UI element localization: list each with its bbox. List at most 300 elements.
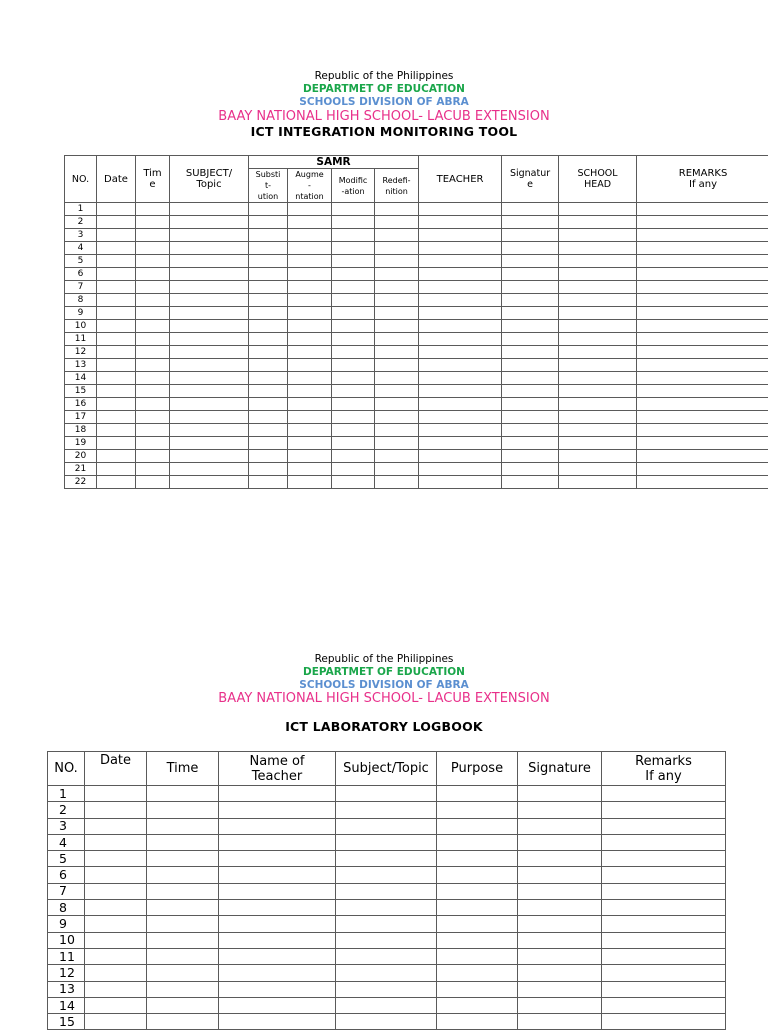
entry-cell[interactable] [249,424,288,437]
entry-cell[interactable] [147,883,219,899]
entry-cell[interactable] [147,997,219,1013]
entry-cell[interactable] [336,834,437,850]
entry-cell[interactable] [249,359,288,372]
entry-cell[interactable] [97,294,136,307]
entry-cell[interactable] [559,307,637,320]
entry-cell[interactable] [288,294,332,307]
entry-cell[interactable] [502,242,559,255]
entry-cell[interactable] [602,1014,726,1030]
entry-cell[interactable] [559,437,637,450]
entry-cell[interactable] [288,398,332,411]
entry-cell[interactable] [375,476,419,489]
entry-cell[interactable] [170,385,249,398]
entry-cell[interactable] [85,932,147,948]
entry-cell[interactable] [170,216,249,229]
entry-cell[interactable] [419,255,502,268]
entry-cell[interactable] [136,359,170,372]
entry-cell[interactable] [147,802,219,818]
entry-cell[interactable] [147,900,219,916]
entry-cell[interactable] [419,437,502,450]
entry-cell[interactable] [336,965,437,981]
entry-cell[interactable] [288,203,332,216]
entry-cell[interactable] [437,851,518,867]
entry-cell[interactable] [637,463,768,476]
entry-cell[interactable] [637,320,768,333]
entry-cell[interactable] [332,203,375,216]
entry-cell[interactable] [97,424,136,437]
entry-cell[interactable] [637,307,768,320]
entry-cell[interactable] [637,268,768,281]
entry-cell[interactable] [332,398,375,411]
entry-cell[interactable] [375,359,419,372]
entry-cell[interactable] [147,916,219,932]
entry-cell[interactable] [170,372,249,385]
entry-cell[interactable] [502,333,559,346]
entry-cell[interactable] [637,242,768,255]
entry-cell[interactable] [85,916,147,932]
entry-cell[interactable] [249,333,288,346]
entry-cell[interactable] [518,965,602,981]
entry-cell[interactable] [97,411,136,424]
entry-cell[interactable] [85,900,147,916]
entry-cell[interactable] [97,216,136,229]
entry-cell[interactable] [375,203,419,216]
entry-cell[interactable] [97,307,136,320]
entry-cell[interactable] [249,229,288,242]
entry-cell[interactable] [332,359,375,372]
entry-cell[interactable] [518,786,602,802]
entry-cell[interactable] [559,203,637,216]
entry-cell[interactable] [518,802,602,818]
entry-cell[interactable] [437,1014,518,1030]
entry-cell[interactable] [559,385,637,398]
entry-cell[interactable] [170,268,249,281]
entry-cell[interactable] [288,333,332,346]
entry-cell[interactable] [332,411,375,424]
entry-cell[interactable] [85,802,147,818]
entry-cell[interactable] [637,372,768,385]
entry-cell[interactable] [559,333,637,346]
entry-cell[interactable] [85,997,147,1013]
entry-cell[interactable] [249,320,288,333]
entry-cell[interactable] [336,867,437,883]
entry-cell[interactable] [518,900,602,916]
entry-cell[interactable] [332,333,375,346]
entry-cell[interactable] [637,359,768,372]
entry-cell[interactable] [136,385,170,398]
entry-cell[interactable] [136,333,170,346]
entry-cell[interactable] [437,786,518,802]
entry-cell[interactable] [336,851,437,867]
entry-cell[interactable] [502,268,559,281]
entry-cell[interactable] [419,294,502,307]
entry-cell[interactable] [502,437,559,450]
entry-cell[interactable] [85,948,147,964]
entry-cell[interactable] [637,346,768,359]
entry-cell[interactable] [219,786,336,802]
entry-cell[interactable] [136,307,170,320]
entry-cell[interactable] [219,883,336,899]
entry-cell[interactable] [502,294,559,307]
entry-cell[interactable] [219,900,336,916]
entry-cell[interactable] [170,242,249,255]
entry-cell[interactable] [419,476,502,489]
entry-cell[interactable] [559,424,637,437]
entry-cell[interactable] [288,463,332,476]
entry-cell[interactable] [332,476,375,489]
entry-cell[interactable] [637,229,768,242]
entry-cell[interactable] [637,216,768,229]
entry-cell[interactable] [219,948,336,964]
entry-cell[interactable] [97,359,136,372]
entry-cell[interactable] [288,359,332,372]
entry-cell[interactable] [637,476,768,489]
entry-cell[interactable] [437,818,518,834]
entry-cell[interactable] [602,867,726,883]
entry-cell[interactable] [97,463,136,476]
entry-cell[interactable] [147,786,219,802]
entry-cell[interactable] [219,802,336,818]
entry-cell[interactable] [559,398,637,411]
entry-cell[interactable] [336,916,437,932]
entry-cell[interactable] [97,398,136,411]
entry-cell[interactable] [97,333,136,346]
entry-cell[interactable] [375,333,419,346]
entry-cell[interactable] [602,900,726,916]
entry-cell[interactable] [332,320,375,333]
entry-cell[interactable] [332,242,375,255]
entry-cell[interactable] [518,932,602,948]
entry-cell[interactable] [288,281,332,294]
entry-cell[interactable] [170,320,249,333]
entry-cell[interactable] [136,463,170,476]
entry-cell[interactable] [559,268,637,281]
entry-cell[interactable] [97,281,136,294]
entry-cell[interactable] [97,372,136,385]
entry-cell[interactable] [602,997,726,1013]
entry-cell[interactable] [219,965,336,981]
entry-cell[interactable] [637,398,768,411]
entry-cell[interactable] [288,229,332,242]
entry-cell[interactable] [136,268,170,281]
entry-cell[interactable] [219,997,336,1013]
entry-cell[interactable] [518,834,602,850]
entry-cell[interactable] [332,229,375,242]
entry-cell[interactable] [375,268,419,281]
entry-cell[interactable] [637,255,768,268]
entry-cell[interactable] [602,851,726,867]
entry-cell[interactable] [502,229,559,242]
entry-cell[interactable] [170,255,249,268]
entry-cell[interactable] [147,818,219,834]
entry-cell[interactable] [375,424,419,437]
entry-cell[interactable] [637,437,768,450]
entry-cell[interactable] [336,1014,437,1030]
entry-cell[interactable] [219,867,336,883]
entry-cell[interactable] [518,818,602,834]
entry-cell[interactable] [559,372,637,385]
entry-cell[interactable] [136,242,170,255]
entry-cell[interactable] [170,294,249,307]
entry-cell[interactable] [85,981,147,997]
entry-cell[interactable] [419,320,502,333]
entry-cell[interactable] [170,333,249,346]
entry-cell[interactable] [602,965,726,981]
entry-cell[interactable] [249,398,288,411]
entry-cell[interactable] [249,463,288,476]
entry-cell[interactable] [332,424,375,437]
entry-cell[interactable] [136,476,170,489]
entry-cell[interactable] [502,372,559,385]
entry-cell[interactable] [518,1014,602,1030]
entry-cell[interactable] [336,997,437,1013]
entry-cell[interactable] [559,216,637,229]
entry-cell[interactable] [288,255,332,268]
entry-cell[interactable] [288,411,332,424]
entry-cell[interactable] [97,385,136,398]
entry-cell[interactable] [288,424,332,437]
entry-cell[interactable] [375,411,419,424]
entry-cell[interactable] [85,851,147,867]
entry-cell[interactable] [219,932,336,948]
entry-cell[interactable] [419,359,502,372]
entry-cell[interactable] [559,346,637,359]
entry-cell[interactable] [502,411,559,424]
entry-cell[interactable] [336,802,437,818]
entry-cell[interactable] [419,307,502,320]
entry-cell[interactable] [375,450,419,463]
entry-cell[interactable] [85,818,147,834]
entry-cell[interactable] [502,346,559,359]
entry-cell[interactable] [332,281,375,294]
entry-cell[interactable] [602,948,726,964]
entry-cell[interactable] [419,203,502,216]
entry-cell[interactable] [249,242,288,255]
entry-cell[interactable] [502,385,559,398]
entry-cell[interactable] [147,834,219,850]
entry-cell[interactable] [219,981,336,997]
entry-cell[interactable] [170,450,249,463]
entry-cell[interactable] [518,851,602,867]
entry-cell[interactable] [97,229,136,242]
entry-cell[interactable] [419,372,502,385]
entry-cell[interactable] [170,346,249,359]
entry-cell[interactable] [559,281,637,294]
entry-cell[interactable] [375,372,419,385]
entry-cell[interactable] [97,450,136,463]
entry-cell[interactable] [419,346,502,359]
entry-cell[interactable] [170,463,249,476]
entry-cell[interactable] [559,255,637,268]
entry-cell[interactable] [170,203,249,216]
entry-cell[interactable] [97,242,136,255]
entry-cell[interactable] [602,932,726,948]
entry-cell[interactable] [136,320,170,333]
entry-cell[interactable] [332,437,375,450]
entry-cell[interactable] [136,294,170,307]
entry-cell[interactable] [419,281,502,294]
entry-cell[interactable] [375,463,419,476]
entry-cell[interactable] [637,424,768,437]
entry-cell[interactable] [170,411,249,424]
entry-cell[interactable] [85,883,147,899]
entry-cell[interactable] [437,997,518,1013]
entry-cell[interactable] [559,294,637,307]
entry-cell[interactable] [85,834,147,850]
entry-cell[interactable] [375,242,419,255]
entry-cell[interactable] [437,802,518,818]
entry-cell[interactable] [85,786,147,802]
entry-cell[interactable] [502,307,559,320]
entry-cell[interactable] [97,437,136,450]
entry-cell[interactable] [249,216,288,229]
entry-cell[interactable] [288,372,332,385]
entry-cell[interactable] [249,307,288,320]
entry-cell[interactable] [437,981,518,997]
entry-cell[interactable] [170,229,249,242]
entry-cell[interactable] [136,203,170,216]
entry-cell[interactable] [419,229,502,242]
entry-cell[interactable] [419,385,502,398]
entry-cell[interactable] [147,981,219,997]
entry-cell[interactable] [332,294,375,307]
entry-cell[interactable] [375,398,419,411]
entry-cell[interactable] [419,268,502,281]
entry-cell[interactable] [288,320,332,333]
entry-cell[interactable] [170,398,249,411]
entry-cell[interactable] [332,346,375,359]
entry-cell[interactable] [502,463,559,476]
entry-cell[interactable] [170,281,249,294]
entry-cell[interactable] [419,242,502,255]
entry-cell[interactable] [437,916,518,932]
entry-cell[interactable] [502,320,559,333]
entry-cell[interactable] [602,981,726,997]
entry-cell[interactable] [136,216,170,229]
entry-cell[interactable] [219,818,336,834]
entry-cell[interactable] [375,229,419,242]
entry-cell[interactable] [437,867,518,883]
entry-cell[interactable] [375,437,419,450]
entry-cell[interactable] [437,965,518,981]
entry-cell[interactable] [375,346,419,359]
entry-cell[interactable] [637,333,768,346]
entry-cell[interactable] [332,268,375,281]
entry-cell[interactable] [602,916,726,932]
entry-cell[interactable] [288,307,332,320]
entry-cell[interactable] [336,932,437,948]
entry-cell[interactable] [559,242,637,255]
entry-cell[interactable] [288,476,332,489]
entry-cell[interactable] [437,834,518,850]
entry-cell[interactable] [332,307,375,320]
entry-cell[interactable] [136,229,170,242]
entry-cell[interactable] [288,242,332,255]
entry-cell[interactable] [437,883,518,899]
entry-cell[interactable] [336,900,437,916]
entry-cell[interactable] [419,398,502,411]
entry-cell[interactable] [170,476,249,489]
entry-cell[interactable] [97,203,136,216]
entry-cell[interactable] [97,346,136,359]
entry-cell[interactable] [502,424,559,437]
entry-cell[interactable] [170,307,249,320]
entry-cell[interactable] [288,346,332,359]
entry-cell[interactable] [332,255,375,268]
entry-cell[interactable] [332,385,375,398]
entry-cell[interactable] [375,320,419,333]
entry-cell[interactable] [518,997,602,1013]
entry-cell[interactable] [249,346,288,359]
entry-cell[interactable] [602,883,726,899]
entry-cell[interactable] [288,437,332,450]
entry-cell[interactable] [219,916,336,932]
entry-cell[interactable] [502,255,559,268]
entry-cell[interactable] [136,281,170,294]
entry-cell[interactable] [559,229,637,242]
entry-cell[interactable] [419,216,502,229]
entry-cell[interactable] [249,255,288,268]
entry-cell[interactable] [375,281,419,294]
entry-cell[interactable] [637,294,768,307]
entry-cell[interactable] [419,411,502,424]
entry-cell[interactable] [249,437,288,450]
entry-cell[interactable] [97,476,136,489]
entry-cell[interactable] [602,802,726,818]
entry-cell[interactable] [136,450,170,463]
entry-cell[interactable] [559,476,637,489]
entry-cell[interactable] [249,203,288,216]
entry-cell[interactable] [419,463,502,476]
entry-cell[interactable] [136,346,170,359]
entry-cell[interactable] [288,385,332,398]
entry-cell[interactable] [559,463,637,476]
entry-cell[interactable] [249,294,288,307]
entry-cell[interactable] [332,450,375,463]
entry-cell[interactable] [437,932,518,948]
entry-cell[interactable] [375,385,419,398]
entry-cell[interactable] [219,1014,336,1030]
entry-cell[interactable] [249,372,288,385]
entry-cell[interactable] [518,883,602,899]
entry-cell[interactable] [219,834,336,850]
entry-cell[interactable] [147,851,219,867]
entry-cell[interactable] [559,450,637,463]
entry-cell[interactable] [502,281,559,294]
entry-cell[interactable] [437,948,518,964]
entry-cell[interactable] [559,411,637,424]
entry-cell[interactable] [637,385,768,398]
entry-cell[interactable] [219,851,336,867]
entry-cell[interactable] [85,867,147,883]
entry-cell[interactable] [437,900,518,916]
entry-cell[interactable] [502,203,559,216]
entry-cell[interactable] [147,965,219,981]
entry-cell[interactable] [249,411,288,424]
entry-cell[interactable] [170,359,249,372]
entry-cell[interactable] [559,359,637,372]
entry-cell[interactable] [502,450,559,463]
entry-cell[interactable] [85,965,147,981]
entry-cell[interactable] [136,398,170,411]
entry-cell[interactable] [85,1014,147,1030]
entry-cell[interactable] [375,216,419,229]
entry-cell[interactable] [288,450,332,463]
entry-cell[interactable] [97,320,136,333]
entry-cell[interactable] [336,948,437,964]
entry-cell[interactable] [147,932,219,948]
entry-cell[interactable] [147,948,219,964]
